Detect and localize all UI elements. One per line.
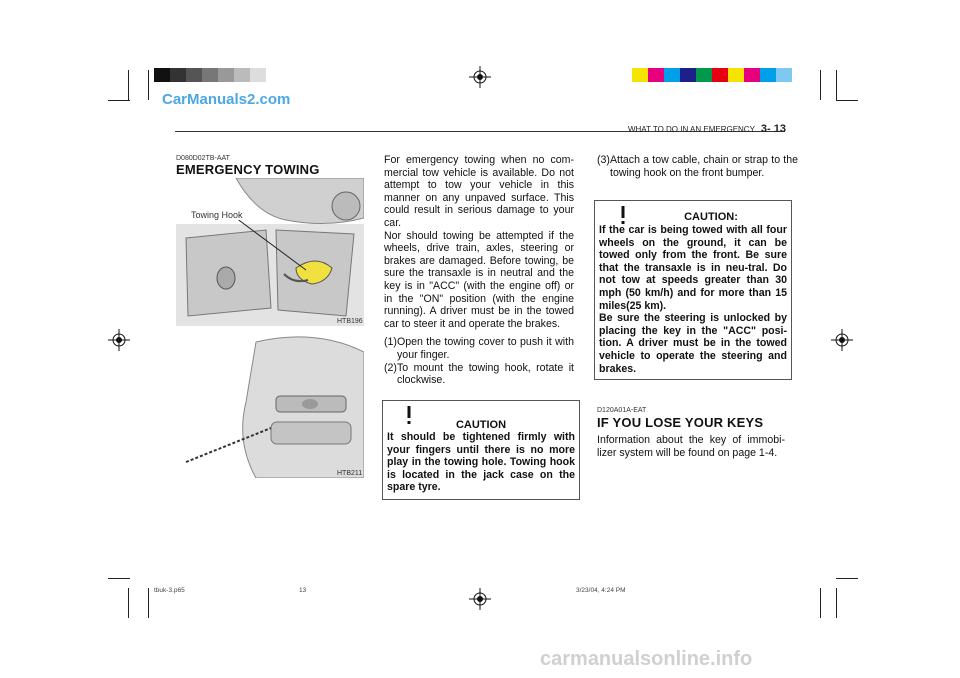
caution-box	[594, 200, 792, 380]
color-swatch	[760, 68, 776, 82]
site-watermark: carmanualsonline.info	[540, 648, 753, 670]
caution-title: CAUTION	[455, 419, 507, 431]
footer-page: 13	[299, 587, 307, 594]
caution-title: CAUTION:	[684, 211, 738, 223]
color-swatch	[744, 68, 760, 82]
caution-text: If the car is being towed with all four wheels on the ground, it can be towed only from the front. Be sure that the transaxle is in neu-tral. Do not tow at speeds greater than 30 mph (50 km/h) and for more than 15 miles(25 km).	[599, 224, 787, 312]
figure-id: HTB211	[337, 470, 363, 477]
warning-icon	[395, 403, 423, 427]
list-item: (1)Open the towing cover to push it with your finger.	[384, 336, 574, 361]
gray-swatch	[266, 68, 282, 82]
figure-id: HTB196	[337, 318, 363, 325]
registration-mark-icon	[469, 66, 491, 88]
caution-text: Be sure the steering is unlocked by placing the key in the "ACC" posi-tion. A driver must be in the towed vehicle to operate the steering and brakes.	[599, 312, 787, 375]
footer-date: 3/23/04, 4:24 PM	[576, 587, 626, 594]
list-item: (3)Attach a tow cable, chain or strap to the towing hook on the front bumper.	[597, 154, 798, 179]
gray-swatch	[186, 68, 202, 82]
paragraph: For emergency towing when no com-mercial tow vehicle is available. Do not attempt to tow your vehicle in this manner on any unpaved surface. This could result in serious damage to your car.	[384, 154, 574, 229]
watermark-link[interactable]: CarManuals2.com	[162, 91, 291, 108]
color-swatch	[728, 68, 744, 82]
section-code: D080D02TB-AAT	[176, 155, 230, 162]
footer-file: tbuk-3.p65	[154, 587, 185, 594]
gray-swatch	[218, 68, 234, 82]
gray-swatch	[234, 68, 250, 82]
towing-hook-illustration	[176, 178, 364, 326]
paragraph: Nor should towing be attempted if the wheels, drive train, axles, steering or brakes are damaged. Before towing, be sure the transaxle is in neutral and the key is in "ACC" (with the engine off) or in the "ON" position (with the engine running). A driver must be in the towed car to steer it and operate the brakes.	[384, 229, 574, 330]
list-item: (2)To mount the towing hook, rotate it clockwise.	[384, 361, 574, 387]
color-swatch	[680, 68, 696, 82]
caution-box	[382, 400, 580, 500]
gray-swatch	[154, 68, 170, 82]
section-title: WHAT TO DO IN AN EMERGENCY	[627, 125, 755, 134]
registration-mark-icon	[469, 588, 491, 610]
front-bumper-towing-illustration	[176, 332, 364, 478]
section-title-lost-keys: IF YOU LOSE YOUR KEYS	[597, 415, 764, 430]
callout-towing-hook: Towing Hook	[191, 210, 243, 220]
registration-mark-icon	[831, 329, 853, 351]
color-swatch	[648, 68, 664, 82]
caution-text: It should be tightened firmly with your fingers until there is no more play in the towing hole. Towing hook is located in the jack case on the spare tyre.	[387, 431, 575, 494]
color-swatch	[776, 68, 792, 82]
page-number: 3- 13	[760, 123, 786, 135]
gray-swatch	[202, 68, 218, 82]
color-calibration-bar	[632, 68, 792, 82]
warning-icon	[609, 203, 637, 227]
registration-mark-icon	[108, 329, 130, 351]
section-code: D120A01A-EAT	[597, 407, 647, 414]
color-swatch	[632, 68, 648, 82]
section-title-towing: EMERGENCY TOWING	[176, 162, 320, 177]
gray-swatch	[250, 68, 266, 82]
gray-calibration-bar	[154, 68, 282, 82]
color-swatch	[664, 68, 680, 82]
paragraph: Information about the key of immobi-lizer system will be found on page 1-4.	[597, 434, 785, 459]
page-header	[600, 123, 786, 135]
color-swatch	[696, 68, 712, 82]
color-swatch	[712, 68, 728, 82]
gray-swatch	[170, 68, 186, 82]
